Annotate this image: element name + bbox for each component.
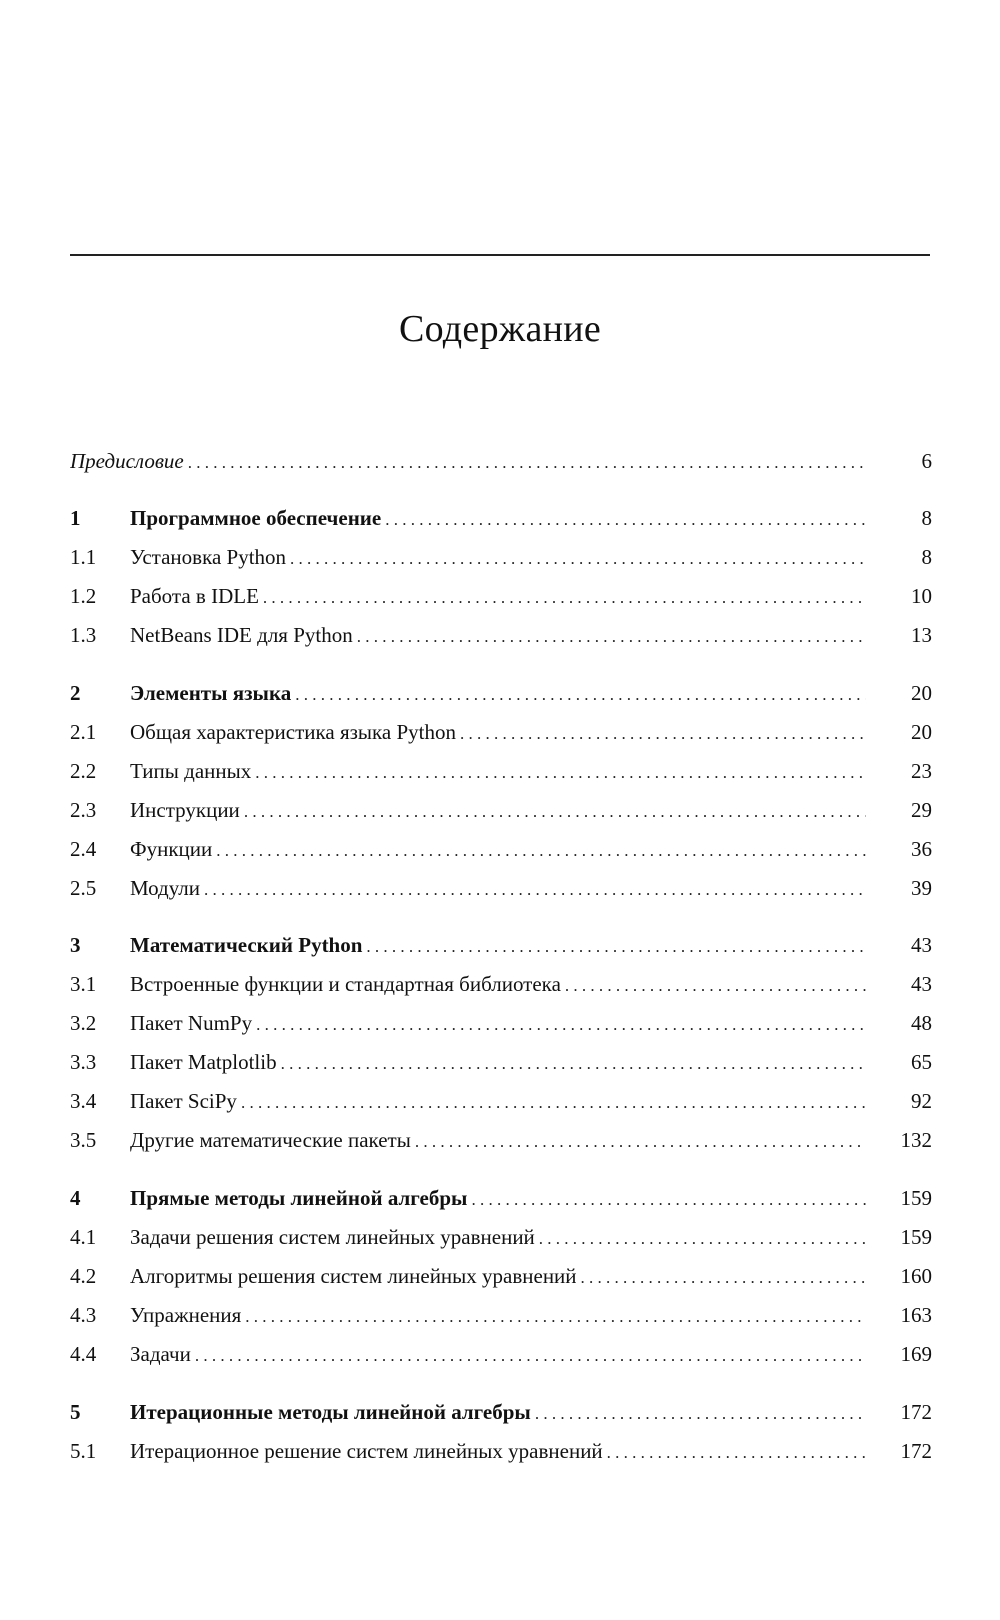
toc-row-section-3-5[interactable] [70,1125,932,1155]
toc-label: Задачи [130,1342,191,1366]
toc-label: NetBeans IDE для Python [130,623,353,647]
leader-dots [581,1263,866,1293]
toc-row-section-3-3[interactable] [70,1047,932,1077]
toc-page: 8 [921,506,932,530]
leader-dots [290,544,866,574]
toc-page: 20 [911,720,932,744]
leader-dots [535,1399,866,1429]
toc-label: Типы данных [130,759,252,783]
toc-label: Модули [130,876,201,900]
leader-dots [385,505,866,535]
toc-page: 48 [911,1011,932,1035]
toc-page: 169 [900,1342,932,1366]
toc-number: 3.5 [70,1128,97,1152]
toc-number: 5.1 [70,1439,97,1463]
toc-page: 6 [921,449,932,473]
toc-row-chapter-1[interactable] [70,503,932,533]
leader-dots [216,836,866,866]
toc-number: 3.3 [70,1050,97,1074]
toc-label: Пакет NumPy [130,1011,253,1035]
toc-number: 4.3 [70,1303,97,1327]
toc-label: Итерационные методы линейной алгебры [130,1400,531,1424]
leader-dots [539,1224,866,1254]
toc-number: 1.2 [70,584,97,608]
toc-label: Встроенные функции и стандартная библиотека [130,972,561,996]
toc-row-section-4-2[interactable] [70,1261,932,1291]
toc-number: 2 [70,681,81,705]
toc-number: 5 [70,1400,81,1424]
toc-number: 4.4 [70,1342,97,1366]
toc-page: 43 [911,933,932,957]
toc-row-section-2-4[interactable] [70,834,932,864]
toc-page: 20 [911,681,932,705]
toc-page: 65 [911,1050,932,1074]
toc-page: 13 [911,623,932,647]
leader-dots [195,1341,866,1371]
toc-row-chapter-4[interactable] [70,1183,932,1213]
table-of-contents [70,0,932,1620]
toc-row-section-3-1[interactable] [70,969,932,999]
toc-number: 1.1 [70,545,97,569]
toc-label: Установка Python [130,545,287,569]
toc-label: Итерационное решение систем линейных уравнений [130,1439,603,1463]
toc-row-section-2-1[interactable] [70,717,932,747]
toc-page: 23 [911,759,932,783]
toc-page: 132 [900,1128,932,1152]
toc-label: Функции [130,837,213,861]
toc-label: Работа в IDLE [130,584,259,608]
toc-row-section-3-4[interactable] [70,1086,932,1116]
toc-number: 4.2 [70,1264,97,1288]
toc-page: 43 [911,972,932,996]
toc-row-intro[interactable] [70,446,932,476]
toc-page: 36 [911,837,932,861]
leader-dots [255,758,866,788]
toc-page: 10 [911,584,932,608]
toc-number: 3.1 [70,972,97,996]
toc-label: Общая характеристика языка Python [130,720,457,744]
toc-label: Задачи решения систем линейных уравнений [130,1225,535,1249]
leader-dots [245,1302,866,1332]
toc-page: 8 [921,545,932,569]
toc-page: 163 [900,1303,932,1327]
toc-number: 2.1 [70,720,97,744]
toc-label: Элементы языка [130,681,292,705]
toc-number: 4 [70,1186,81,1210]
toc-label: Математический Python [130,933,363,957]
leader-dots [188,448,866,478]
toc-number: 3.2 [70,1011,97,1035]
toc-number: 1 [70,506,81,530]
leader-dots [357,622,866,652]
toc-number: 3.4 [70,1089,97,1113]
leader-dots [565,971,866,1001]
toc-label: Пакет SciPy [130,1089,237,1113]
toc-row-section-5-1[interactable] [70,1436,932,1466]
toc-number: 3 [70,933,81,957]
leader-dots [607,1438,866,1468]
leader-dots [460,719,866,749]
leader-dots [415,1127,866,1157]
toc-page: 159 [900,1186,932,1210]
leader-dots [281,1049,866,1079]
toc-label: Прямые методы линейной алгебры [130,1186,468,1210]
toc-page: 29 [911,798,932,822]
toc-number: 2.4 [70,837,97,861]
toc-page: 172 [900,1439,932,1463]
toc-page: 39 [911,876,932,900]
leader-dots [263,583,866,613]
toc-row-chapter-3[interactable] [70,930,932,960]
toc-label: Другие математические пакеты [130,1128,411,1152]
toc-page: 160 [900,1264,932,1288]
toc-row-section-4-4[interactable] [70,1339,932,1369]
leader-dots [244,797,866,827]
page-title: Содержание [398,308,602,351]
toc-page: 172 [900,1400,932,1424]
toc-number: 2.3 [70,798,97,822]
toc-label: Инструкции [130,798,240,822]
leader-dots [256,1010,866,1040]
leader-dots [204,875,866,905]
toc-row-section-4-3[interactable] [70,1300,932,1330]
toc-number: 2.2 [70,759,97,783]
toc-label: Предисловие [70,449,184,473]
leader-dots [471,1185,866,1215]
toc-label: Упражнения [130,1303,242,1327]
toc-row-section-3-2[interactable] [70,1008,932,1038]
toc-row-section-2-5[interactable] [70,873,932,903]
toc-number: 2.5 [70,876,97,900]
toc-label: Пакет Matplotlib [130,1050,277,1074]
leader-dots [241,1088,866,1118]
leader-dots [366,932,866,962]
toc-page: 92 [911,1089,932,1113]
toc-row-section-2-2[interactable] [70,756,932,786]
toc-page: 159 [900,1225,932,1249]
toc-row-section-4-1[interactable] [70,1222,932,1252]
toc-row-chapter-5[interactable] [70,1397,932,1427]
toc-label: Программное обеспечение [130,506,382,530]
toc-row-section-2-3[interactable] [70,795,932,825]
toc-number: 1.3 [70,623,97,647]
toc-label: Алгоритмы решения систем линейных уравнений [130,1264,577,1288]
toc-number: 4.1 [70,1225,97,1249]
toc-row-section-1-2[interactable] [70,581,932,611]
toc-row-section-1-3[interactable] [70,620,932,650]
toc-row-section-1-1[interactable] [70,542,932,572]
leader-dots [295,680,866,710]
toc-row-chapter-2[interactable] [70,678,932,708]
